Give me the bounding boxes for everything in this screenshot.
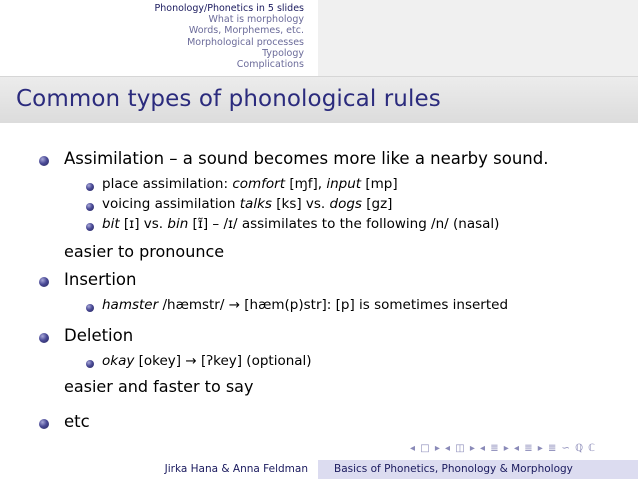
sub-item-text: place assimilation: (102, 176, 233, 192)
example-word: talks (239, 196, 272, 212)
sub-item-text: [ɱf], (285, 176, 327, 192)
sub-item-text: /hæmstr/ → [hæm(p)str]: [p] is sometimes inserted (158, 297, 509, 313)
note-easier-faster: easier and faster to say (64, 377, 254, 396)
footer-title-panel (318, 460, 638, 479)
section-navigation-header (0, 0, 638, 76)
example-word: hamster (102, 297, 159, 313)
sub-item-text: [mp] (361, 176, 398, 192)
section-list (0, 3, 304, 70)
nav-item-morphological-processes[interactable]: Morphological processes (187, 36, 304, 48)
example-word: okay (102, 353, 135, 369)
bullet-icon (39, 419, 49, 429)
nav-item-complications[interactable]: Complications (236, 59, 304, 71)
note-easier-to-pronounce: easier to pronounce (64, 242, 225, 261)
example-word: dogs (329, 196, 362, 212)
list-item-insertion: Insertion (64, 270, 137, 289)
example-word: input (326, 176, 362, 192)
footer-talk-title: Basics of Phonetics, Phonology & Morphology (334, 463, 573, 475)
sub-bullet-icon (86, 203, 94, 211)
sub-item-voicing-assimilation (102, 196, 392, 212)
sub-bullet-icon (86, 223, 94, 231)
beamer-navigation-icons[interactable]: ◂ □ ▸ ◂ ◫ ▸ ◂ ≣ ▸ ◂ ≣ ▸ ≣ ∽ ℚ ℂ (410, 443, 597, 454)
sub-item-text: [gz] (361, 196, 393, 212)
bullet-icon (39, 156, 49, 166)
sub-item-hamster (102, 297, 508, 313)
sub-bullet-icon (86, 360, 94, 368)
sub-item-text: [ɪ̃] – /ɪ/ assimilates to the following /n/ (nasal) (188, 216, 500, 232)
list-item-assimilation: Assimilation – a sound becomes more like a nearby sound. (64, 149, 549, 168)
nav-item-typology[interactable]: Typology (262, 47, 304, 59)
footer-authors: Jirka Hana & Anna Feldman (164, 463, 308, 475)
nav-item-phonology[interactable]: Phonology/Phonetics in 5 slides (154, 3, 304, 14)
footer-authors-panel (0, 460, 318, 479)
sub-item-text: [ks] vs. (271, 196, 330, 212)
page-title: Common types of phonological rules (16, 86, 441, 112)
example-word: comfort (232, 176, 286, 192)
sub-item-okay (102, 353, 312, 369)
nav-item-words-morphemes[interactable]: Words, Morphemes, etc. (188, 25, 304, 37)
sub-item-nasal-assimilation (102, 216, 499, 232)
bullet-icon (39, 333, 49, 343)
list-item-deletion: Deletion (64, 326, 134, 345)
sub-item-text: [okey] → [ʔkey] (optional) (134, 353, 312, 369)
sub-item-text: [ɪ] vs. (119, 216, 168, 232)
sub-bullet-icon (86, 183, 94, 191)
nav-item-what-is-morphology[interactable]: What is morphology (208, 14, 304, 26)
sub-bullet-icon (86, 304, 94, 312)
sub-item-text: voicing assimilation (102, 196, 240, 212)
frame-title-bar (0, 76, 638, 123)
example-word: bit (102, 216, 120, 232)
list-item-etc: etc (64, 412, 90, 431)
bullet-icon (39, 277, 49, 287)
header-right-panel (318, 0, 638, 76)
sub-item-place-assimilation (102, 176, 398, 192)
example-word: bin (167, 216, 189, 232)
